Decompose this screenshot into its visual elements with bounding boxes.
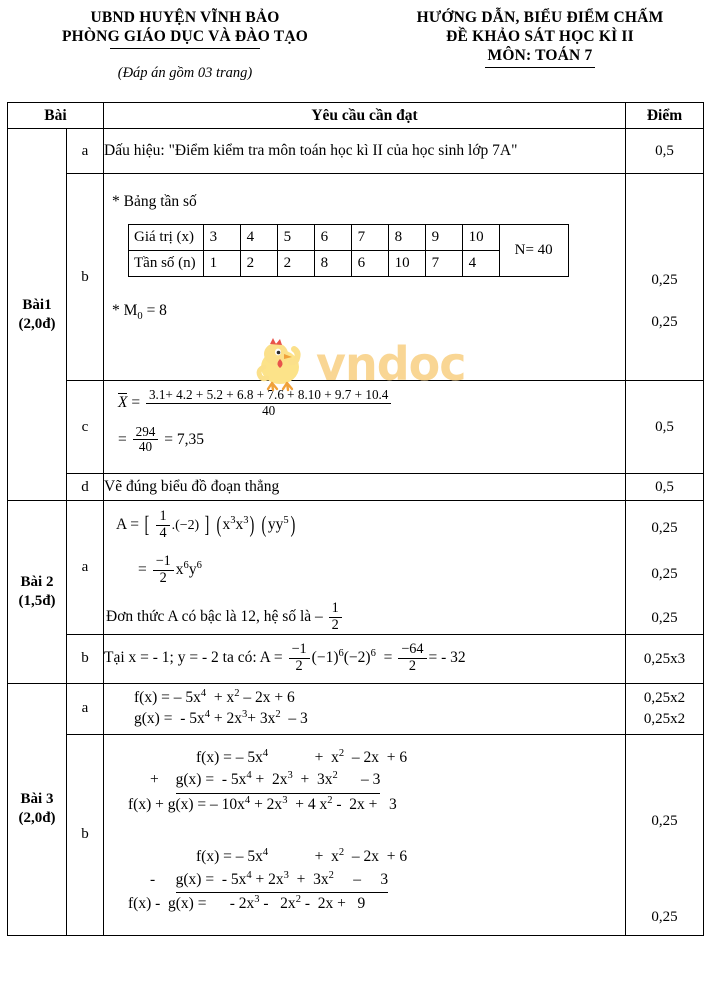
bai2-a-mid: .(−2) (171, 518, 200, 534)
bai3-a-content (104, 683, 626, 734)
bai2-a-coeff-num: 1 (331, 599, 339, 616)
bai1-c-content (104, 381, 626, 474)
freq-n-7: 4 (462, 250, 499, 276)
bai1-points: (2,0đ) (18, 315, 56, 332)
freq-n-6: 7 (425, 250, 462, 276)
frequency-table-title: * Bảng tần số (112, 193, 197, 210)
mode-value: = 8 (146, 301, 167, 319)
table-row-bai1-d (8, 474, 704, 501)
freq-x-5: 8 (388, 224, 425, 250)
page-count-note: (Đáp án gồm 03 trang) (117, 65, 253, 81)
bai3-a-gx: g(x) = - $5x^4 + 2x^3+ 3x^2 - 3$ (134, 708, 308, 727)
bai2-a-line3 (106, 601, 625, 634)
bai3-b-diem-2: 0,25 (651, 908, 678, 925)
column-header-diem: Điểm (626, 103, 704, 129)
bai2-b-tail: = - 32 (428, 649, 466, 667)
add-line-fx: f(x) = – $5x^4$ + $x^2 - 2x + 6$ (196, 747, 408, 766)
sub-line-gx (150, 869, 625, 893)
table-row-bai1-c (8, 381, 704, 474)
subtract-operator: - (150, 870, 156, 888)
bai3-label-cell (8, 683, 67, 935)
bai2-a-frac-den: 4 (156, 525, 169, 542)
bai1-d-sub: d (67, 474, 104, 501)
polynomial-addition-block (104, 743, 625, 820)
bai3-a-fx: f(x) = – $5x^4 + x^2 - 2x + 6$ (134, 687, 295, 706)
paren-close-1-icon: ) (249, 511, 255, 538)
issuing-authority-line1: UBND HUYỆN VĨNH BẢO (90, 9, 280, 26)
polynomial-subtraction-block (104, 842, 625, 919)
bai2-b-fraction-1 (289, 642, 310, 675)
mean-result-fraction (133, 425, 159, 456)
bai3-b-diem-1: 0,25 (651, 812, 678, 829)
watermark-text: vndoc (316, 337, 466, 391)
header-right-underline (485, 67, 595, 68)
frequency-row-values (129, 224, 569, 250)
mode-subscript: 0 (137, 311, 143, 323)
header-right-block (370, 8, 710, 82)
bai2-a-coeff-fraction (329, 601, 342, 634)
bai2-a-line2-num: −1 (155, 552, 171, 569)
freq-x-7: 10 (462, 224, 499, 250)
bai2-b-diem: 0,25x3 (626, 634, 704, 683)
freq-n-2: 2 (277, 250, 314, 276)
bai2-b-frac2-num: −64 (401, 641, 424, 658)
frequency-label-n: Tần số (n) (129, 250, 204, 276)
bai2-a-line2 (138, 554, 625, 587)
mean-formula-row (118, 388, 625, 419)
bai3-a-diem-1: 0,25x2 (643, 689, 686, 706)
column-header-bai: Bài (8, 103, 104, 129)
bai1-b-diem (626, 174, 704, 381)
bai1-c-diem: 0,5 (626, 381, 704, 474)
bai1-a-diem: 0,5 (626, 129, 704, 174)
table-row-bai3-b (8, 734, 704, 935)
freq-n-4: 6 (351, 250, 388, 276)
add-operator: + (150, 771, 159, 789)
bai3-b-content (104, 734, 626, 935)
mean-numerator: 3.1+ 4.2 + 5.2 + 6.8 + 7.6 + 8.10 + 9.7 + 10.4 (148, 387, 389, 402)
bai2-label-cell (8, 501, 67, 684)
bracket-open-icon: [ (144, 511, 150, 538)
bai2-a-diem (626, 501, 704, 635)
bai2-a-diem-1: 0,25 (651, 520, 678, 537)
bai3-points: (2,0đ) (18, 810, 56, 827)
freq-n-5: 10 (388, 250, 425, 276)
bai2-a-diem-3: 0,25 (651, 610, 678, 627)
bai2-b-frac1-den: 2 (289, 658, 310, 675)
bai1-label-cell (8, 129, 67, 501)
bai2-b-content (104, 634, 626, 683)
bai2-label: Bài 2 (20, 573, 54, 590)
mean-result-denominator: 40 (133, 439, 159, 455)
bai2-a-line2-fraction (153, 554, 174, 587)
bai2-a-line2-equals: = (138, 560, 147, 578)
table-row-bai2-b (8, 634, 704, 683)
bai2-b-frac2-den: 2 (398, 658, 426, 675)
sub-line-result: f(x) - g(x) = - $2x^3 - 2x^2 - 2x + 9$ (128, 894, 366, 913)
bai2-b-fraction-2 (398, 642, 426, 675)
mean-result-value: = 7,35 (164, 430, 204, 448)
mean-fraction (146, 388, 391, 419)
bai2-points: (1,5đ) (18, 592, 56, 609)
bai2-a-diem-2: 0,25 (651, 566, 678, 583)
bai1-c-sub: c (67, 381, 104, 474)
answer-key-table (7, 102, 704, 936)
bai2-a-group1: $x^3x^3$ (222, 514, 249, 534)
freq-n-0: 1 (203, 250, 240, 276)
bai2-b-mid: $(-1)^6(-2)^6$ = (311, 648, 393, 667)
bai2-a-sub: a (67, 501, 104, 635)
bai1-d-diem: 0,5 (626, 474, 704, 501)
bai2-b-frac1-num: −1 (291, 641, 307, 658)
add-gx-underlined: g(x) = - $5x^4 + 2x^3 + 3x^2$ – 3 (176, 769, 381, 793)
bai3-a-diem-2: 0,25x2 (643, 710, 686, 727)
bai1-b-diem-1: 0,25 (651, 272, 678, 288)
document-header (0, 0, 710, 82)
mean-result-numerator: 294 (135, 423, 156, 439)
freq-x-1: 4 (240, 224, 277, 250)
freq-n-1: 2 (240, 250, 277, 276)
bai1-d-content: Vẽ đúng biểu đồ đoạn thẳng (104, 474, 626, 501)
freq-x-3: 6 (314, 224, 351, 250)
bai2-a-frac-num: 1 (159, 508, 167, 524)
add-line-gx (150, 769, 625, 793)
bracket-close-icon: ] (204, 511, 210, 538)
frequency-label-x: Giá trị (x) (129, 224, 204, 250)
bai1-label: Bài1 (22, 296, 52, 313)
sub-gx-underlined: g(x) = - $5x^4 + 2x^3 + 3x^2$ – 3 (176, 869, 389, 893)
freq-x-0: 3 (203, 224, 240, 250)
table-header-row (8, 103, 704, 129)
table-row-bai1-a (8, 129, 704, 174)
mode-star: * (112, 301, 120, 319)
bai3-a-diem (626, 683, 704, 734)
bai2-a-fraction (156, 509, 169, 542)
table-row-bai2-a (8, 501, 704, 635)
mean-result-row (118, 425, 625, 456)
table-row-bai3-a (8, 683, 704, 734)
sub-line-fx: f(x) = – $5x^4$ + $x^2 - 2x + 6$ (196, 847, 408, 866)
paren-open-1-icon: ( (216, 511, 221, 538)
bai1-b-diem-2: 0,25 (651, 314, 678, 330)
freq-x-4: 7 (351, 224, 388, 250)
freq-x-2: 5 (277, 224, 314, 250)
header-left-block (0, 8, 370, 82)
mode-line (112, 301, 625, 322)
bai2-a-line1 (116, 509, 625, 542)
bai3-label: Bài 3 (20, 791, 54, 808)
mean-result-equals: = (118, 430, 127, 448)
mean-denominator: 40 (146, 403, 391, 419)
bai2-a-degree-text: Đơn thức A có bậc là 12, hệ số là – (106, 607, 323, 625)
bai3-a-sub: a (67, 683, 104, 734)
bai1-b-sub: b (67, 174, 104, 381)
add-line-result: f(x) + g(x) = – $10x^4 + 2x^3 + 4$ $x^2 - 2x + 3$ (128, 794, 397, 813)
bai2-a-lhs: A = (116, 516, 139, 534)
mean-equals: = (131, 393, 141, 411)
bai2-a-line2-den: 2 (153, 570, 174, 587)
freq-x-6: 9 (425, 224, 462, 250)
bai2-b-sub: b (67, 634, 104, 683)
freq-n-3: 8 (314, 250, 351, 276)
bai1-a-sub: a (67, 129, 104, 174)
frequency-table-wrapper (128, 224, 625, 277)
document-title-line1: HƯỚNG DẪN, BIỂU ĐIỂM CHẤM (416, 9, 664, 26)
bai2-a-group2: $yy^5$ (267, 514, 289, 534)
mean-calculation (104, 381, 625, 461)
mode-symbol: M (123, 301, 138, 319)
bai3-b-diem (626, 734, 704, 935)
column-header-requirement: Yêu cầu cần đạt (104, 103, 626, 129)
document-title-line2: ĐỀ KHẢO SÁT HỌC KÌ II (446, 28, 634, 45)
bai2-a-line2-tail: $x^6y^6$ (175, 559, 202, 578)
bai1-b-content (104, 174, 626, 381)
table-row-bai1-b (8, 174, 704, 381)
mean-symbol: X (118, 393, 128, 411)
bai1-a-content: Dấu hiệu: "Điểm kiểm tra môn toán học kì II của học sinh lớp 7A" (104, 129, 626, 174)
header-left-underline (110, 48, 260, 49)
frequency-total: N= 40 (499, 224, 568, 276)
bai2-a-coeff-den: 2 (329, 617, 342, 634)
issuing-authority-line2: PHÒNG GIÁO DỤC VÀ ĐÀO TẠO (62, 28, 308, 45)
bai3-b-sub: b (67, 734, 104, 935)
bai2-b-text: Tại x = - 1; y = - 2 ta có: A = (104, 649, 283, 667)
paren-open-2-icon: ( (261, 511, 267, 538)
frequency-table (128, 224, 569, 277)
paren-close-2-icon: ) (290, 511, 295, 538)
document-subject-line: MÔN: TOÁN 7 (487, 47, 593, 64)
bai2-a-content (104, 501, 626, 635)
